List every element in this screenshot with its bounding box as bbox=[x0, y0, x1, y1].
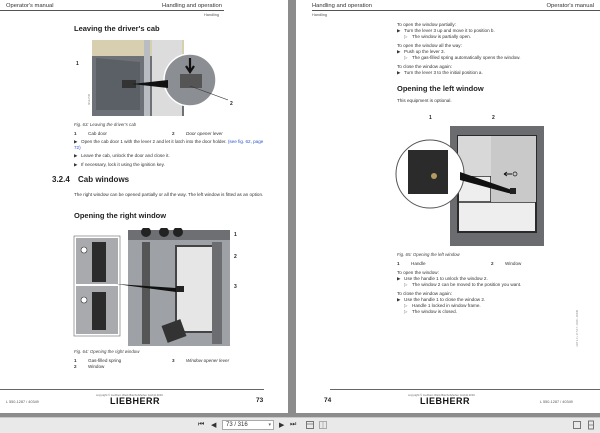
header-rule bbox=[0, 10, 224, 11]
fit-width-button[interactable] bbox=[586, 420, 596, 432]
legend-item: 2 Window bbox=[491, 261, 522, 266]
last-page-icon: ⏭ bbox=[290, 421, 297, 428]
instruction-step: ▶ Use the handle 1 to unlock the window 2. bbox=[397, 276, 488, 281]
result-arrow-icon: ▷ bbox=[404, 303, 408, 308]
header-manual-title: Operator's manual bbox=[546, 3, 594, 9]
page-number: 73 bbox=[256, 397, 264, 404]
instruction-step: ▶ Leave the cab, unlock the door and close it. bbox=[74, 153, 170, 158]
next-page-icon: ▶ bbox=[279, 422, 285, 429]
instruction-result: ▷ The window is closed. bbox=[404, 309, 457, 314]
step-arrow-icon: ▶ bbox=[74, 162, 78, 167]
section-heading-cab-windows: 3.2.4 Cab windows bbox=[52, 175, 130, 184]
step-arrow-icon: ▶ bbox=[74, 139, 78, 144]
last-page-button[interactable] bbox=[290, 421, 296, 429]
result-arrow-icon: ▷ bbox=[404, 282, 408, 287]
single-page-view-button[interactable] bbox=[305, 420, 315, 432]
header-subchapter: Handling bbox=[204, 13, 219, 17]
step-arrow-icon: ▶ bbox=[397, 276, 401, 281]
figure-reference-link[interactable]: (see fig. 62, page 72) bbox=[74, 139, 264, 150]
instruction-intro: To close the window again: bbox=[397, 64, 452, 69]
footer-doc-id: L 550-1287 / 40349 bbox=[6, 400, 39, 404]
fit-width-icon bbox=[586, 420, 596, 430]
figure-id: MSE1736 bbox=[88, 94, 91, 105]
result-arrow-icon: ▷ bbox=[404, 309, 408, 314]
liebherr-logo: LIEBHERR bbox=[110, 396, 161, 406]
result-arrow-icon: ▷ bbox=[404, 55, 408, 60]
legend-item: 1 Handle bbox=[397, 261, 426, 266]
section-intro: This equipment is optional. bbox=[397, 98, 452, 103]
callout-1: 1 bbox=[76, 61, 79, 67]
figure-caption-64: Fig. 64: Opening the right window bbox=[74, 349, 140, 354]
header-manual-title: Operator's manual bbox=[6, 3, 54, 9]
figure-leaving-cab bbox=[92, 40, 228, 116]
page-dropdown-icon[interactable]: ▾ bbox=[268, 422, 271, 428]
footer-rule bbox=[0, 389, 264, 390]
callout-1: 1 bbox=[429, 115, 432, 121]
step-arrow-icon: ▶ bbox=[74, 153, 78, 158]
callout-2: 2 bbox=[230, 101, 233, 107]
section-title-leaving-cab: Leaving the driver's cab bbox=[74, 24, 160, 33]
legend-item: 2 Door opener lever bbox=[172, 131, 223, 136]
header-subchapter: Handling bbox=[312, 13, 327, 17]
page-number-value: 73 / 316 bbox=[226, 422, 248, 428]
figure-caption-63: Fig. 63: Leaving the driver's cab bbox=[74, 122, 137, 127]
legend-item: 2 Window bbox=[74, 364, 105, 369]
fit-page-button[interactable] bbox=[572, 420, 582, 432]
instruction-step: ▶ Open the cab door 1 with the lever 2 and let it latch into the door holder. (see fig. 62, page 72) bbox=[74, 139, 264, 150]
page-number: 74 bbox=[324, 397, 332, 404]
section-intro: The right window can be opened partially or all the way. The left window is fitted as an option. bbox=[74, 192, 264, 197]
liebherr-logo: LIEBHERR bbox=[420, 396, 471, 406]
legend-item: 3 Window opener lever bbox=[172, 358, 230, 363]
callout-2: 2 bbox=[492, 115, 495, 121]
instruction-step: ▶ Turn the lever 3 to the initial position a. bbox=[397, 70, 483, 75]
header-rule bbox=[312, 10, 600, 11]
footer-doc-id: L 550-1287 / 40349 bbox=[540, 400, 573, 404]
instruction-step: ▶ Use the handle 1 to close the window 2. bbox=[397, 297, 486, 302]
first-page-icon: ⏮ bbox=[198, 421, 205, 428]
legend-item: 1 Gas-filled spring bbox=[74, 358, 122, 363]
instruction-intro: To close the window again: bbox=[397, 291, 452, 296]
instruction-intro: To open the window partially: bbox=[397, 22, 456, 27]
step-arrow-icon: ▶ bbox=[397, 28, 401, 33]
footer-copyright: copyright © Liebherr-Werk Bischofshofen GmbH 2016 bbox=[96, 393, 163, 397]
result-arrow-icon: ▷ bbox=[404, 34, 408, 39]
callout-2: 2 bbox=[234, 254, 237, 260]
side-document-id: LWT 1.0 • 17.5.17 • 0020 • 40349 bbox=[576, 310, 579, 347]
two-page-view-button[interactable] bbox=[318, 420, 328, 432]
page-74 bbox=[296, 0, 600, 413]
header-chapter-title: Handling and operation bbox=[312, 3, 372, 9]
instruction-result: ▷ The window is partially open. bbox=[404, 34, 471, 39]
figure-caption-65: Fig. 65: Opening the left window bbox=[397, 252, 460, 257]
previous-page-button[interactable] bbox=[211, 421, 216, 429]
previous-page-icon: ◀ bbox=[211, 422, 217, 429]
first-page-button[interactable] bbox=[198, 421, 204, 429]
footer-rule bbox=[330, 389, 600, 390]
next-page-button[interactable] bbox=[279, 421, 284, 429]
instruction-step: ▶ Push up the lever 3. bbox=[397, 49, 445, 54]
header-chapter-title: Handling and operation bbox=[162, 3, 222, 9]
figure-left-window bbox=[394, 118, 550, 246]
instruction-result: ▷ The window 2 can be moved to the position you want. bbox=[404, 282, 522, 287]
step-arrow-icon: ▶ bbox=[397, 49, 401, 54]
footer-copyright: copyright © Liebherr-Werk Bischofshofen GmbH 2016 bbox=[408, 393, 475, 397]
step-arrow-icon: ▶ bbox=[397, 297, 401, 302]
instruction-step: ▶ Turn the lever 3 up and move it to position b. bbox=[397, 28, 495, 33]
callout-1: 1 bbox=[234, 232, 237, 238]
step-arrow-icon: ▶ bbox=[397, 70, 401, 75]
instruction-result: ▷ The gas-filled spring automatically opens the window. bbox=[404, 55, 521, 60]
legend-item: 1 Cab door bbox=[74, 131, 107, 136]
section-title-left-window: Opening the left window bbox=[397, 84, 484, 93]
callout-3: 3 bbox=[234, 284, 237, 290]
single-page-icon bbox=[305, 420, 315, 430]
section-title-right-window: Opening the right window bbox=[74, 211, 167, 220]
instruction-intro: To open the window: bbox=[397, 270, 439, 275]
instruction-result: ▷ Handle 1 locked in window frame. bbox=[404, 303, 481, 308]
navigation-toolbar bbox=[0, 417, 600, 433]
two-page-icon bbox=[318, 420, 328, 430]
fit-page-icon bbox=[572, 420, 582, 430]
page-73 bbox=[0, 0, 288, 413]
instruction-step: ▶ If necessary, lock it using the ignition key. bbox=[74, 162, 165, 167]
page-number-field[interactable] bbox=[222, 420, 274, 430]
instruction-intro: To open the window all the way: bbox=[397, 43, 462, 48]
figure-right-window bbox=[72, 228, 232, 346]
